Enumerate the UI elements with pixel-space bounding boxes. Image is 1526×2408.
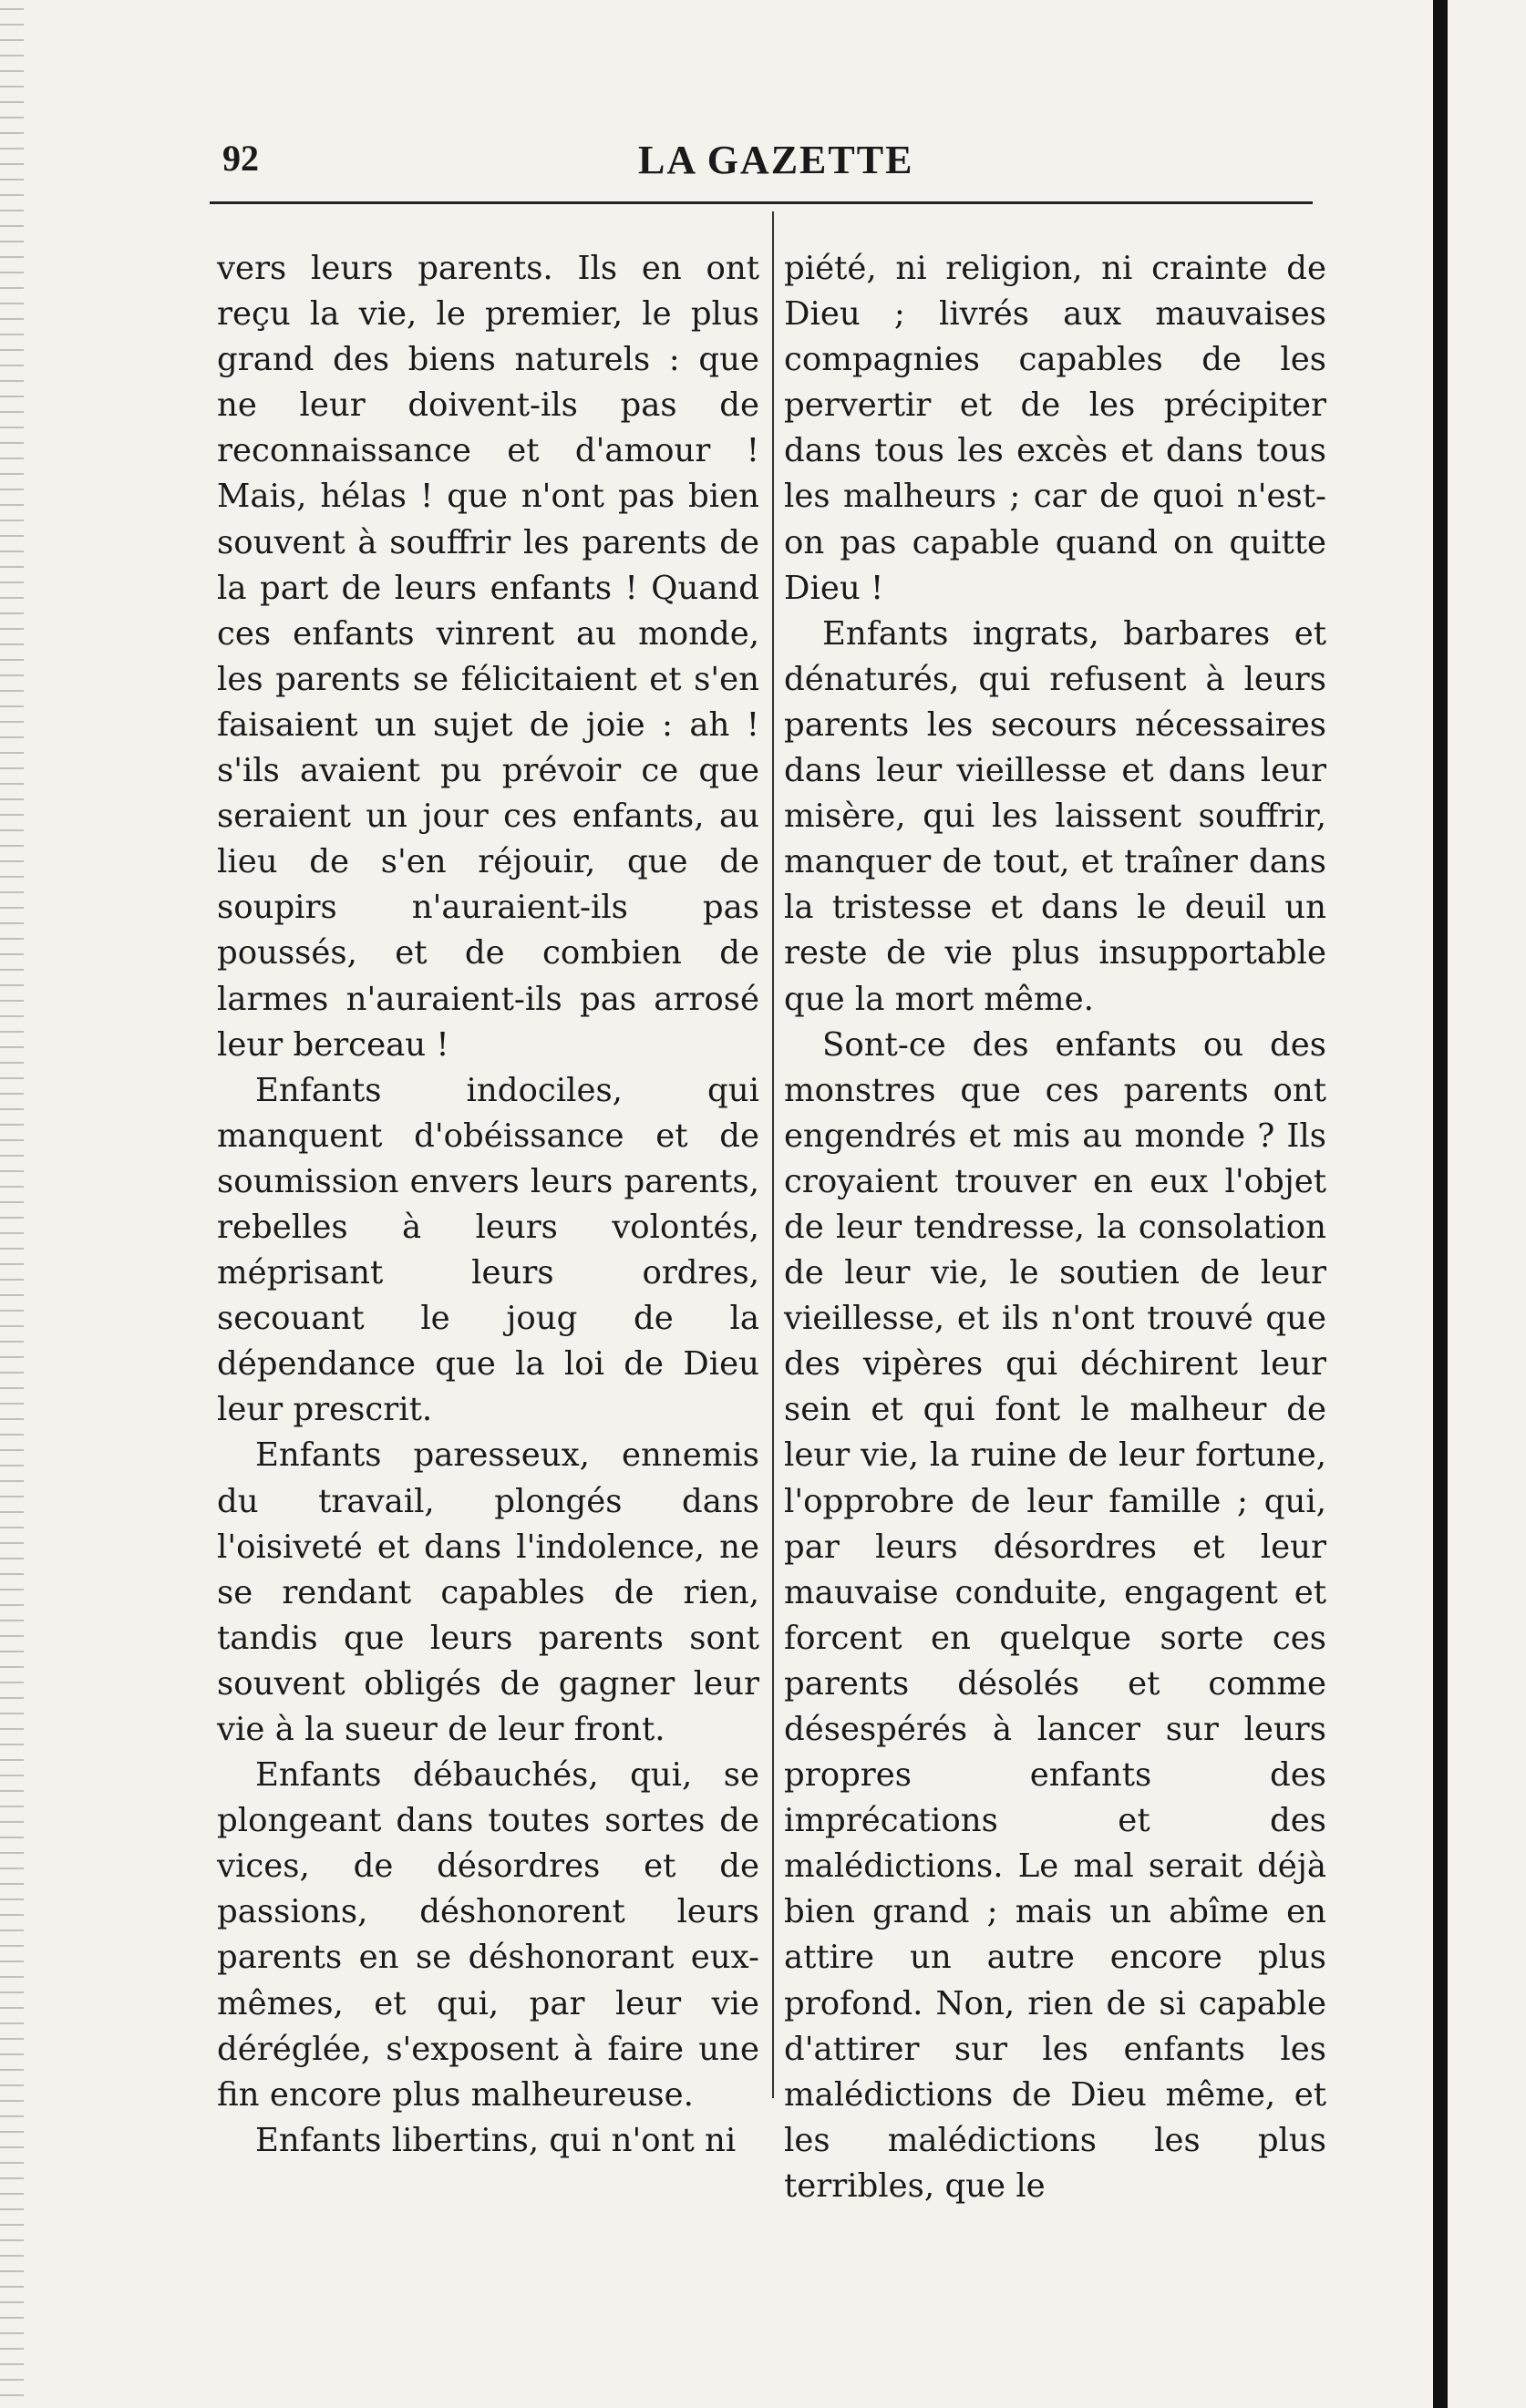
paragraph: Enfants paresseux, ennemis du travail, plongés dans l'oisiveté et dans l'indolence, ne se rendant capables de rien, tandis que leurs parents sont souvent obligés de gagner leur vie à la sueur de leur front. — [217, 1436, 759, 1748]
paragraph: Sont-ce des enfants ou des monstres que ces parents ont engendrés et mis au monde ? Ils croyaient trouver en eux l'objet de leur tendresse, la consolation de leur vie, le soutien de leur vieillesse, et ils n'ont trouvé que des vipères qui déchirent leur sein et qui font le malheur de leur vie, la ruine de leur fortune, l'opprobre de leur famille ; qui, par leurs désordres et leur mauvaise conduite, engagent et forcent en quelque sorte ces parents désolés et comme désespérés à lancer sur leurs propres enfants des imprécations et des malédictions. Le mal serait déjà bien grand ; mais un abîme en attire un autre encore plus profond. Non, rien de si capable d'attirer sur les enfants les malédictions de Dieu même, et les malédictions les plus terribles, que le — [784, 1025, 1326, 2205]
left-column — [217, 246, 759, 2164]
scan-edge-bar — [1433, 0, 1448, 2408]
page-binding-edge — [0, 0, 24, 2408]
paragraph: piété, ni religion, ni crainte de Dieu ; livrés aux mauvaises compagnies capables de les pervertir et de les précipiter dans tous les excès et dans tous les malheurs ; car de quoi n'est-on pas capable quand on quitte Dieu ! — [784, 250, 1326, 607]
paragraph: Enfants indociles, qui manquent d'obéissance et de soumission envers leurs parents, rebelles à leurs volontés, méprisant leurs ordres, secouant le joug de la dépendance que la loi de Dieu leur prescrit. — [217, 1071, 759, 1429]
right-column — [784, 246, 1326, 2209]
header-rule — [210, 201, 1313, 204]
column-rule — [772, 211, 774, 2098]
page-header — [210, 137, 1313, 201]
page-number: 92 — [222, 138, 259, 179]
running-title: LA GAZETTE — [638, 138, 914, 182]
paragraph: vers leurs parents. Ils en ont reçu la vie, le premier, le plus grand des biens naturels : que ne leur doivent-ils pas de reconnaissance et d'amour ! Mais, hélas ! que n'ont pas bien souvent à souffrir les parents de la part de leurs enfants ! Quand ces enfants vinrent au monde, les parents se félicitaient et s'en faisaient un sujet de joie : ah ! s'ils avaient pu prévoir ce que seraient un jour ces enfants, au lieu de s'en réjouir, que de soupirs n'auraient-ils pas poussés, et de combien de larmes n'auraient-ils pas arrosé leur berceau ! — [217, 250, 759, 1064]
paragraph: Enfants ingrats, barbares et dénaturés, qui refusent à leurs parents les secours nécessaires dans leur vieillesse et dans leur misère, qui les laissent souffrir, manquer de tout, et traîner dans la tristesse et dans le deuil un reste de vie plus insupportable que la mort même. — [784, 614, 1326, 1018]
paragraph: Enfants libertins, qui n'ont ni — [255, 2121, 737, 2159]
paragraph: Enfants débauchés, qui, se plongeant dans toutes sortes de vices, de désordres et de passions, déshonorent leurs parents en se déshonorant eux-mêmes, et qui, par leur vie déréglée, s'exposent à faire une fin encore plus malheureuse. — [217, 1756, 759, 2114]
